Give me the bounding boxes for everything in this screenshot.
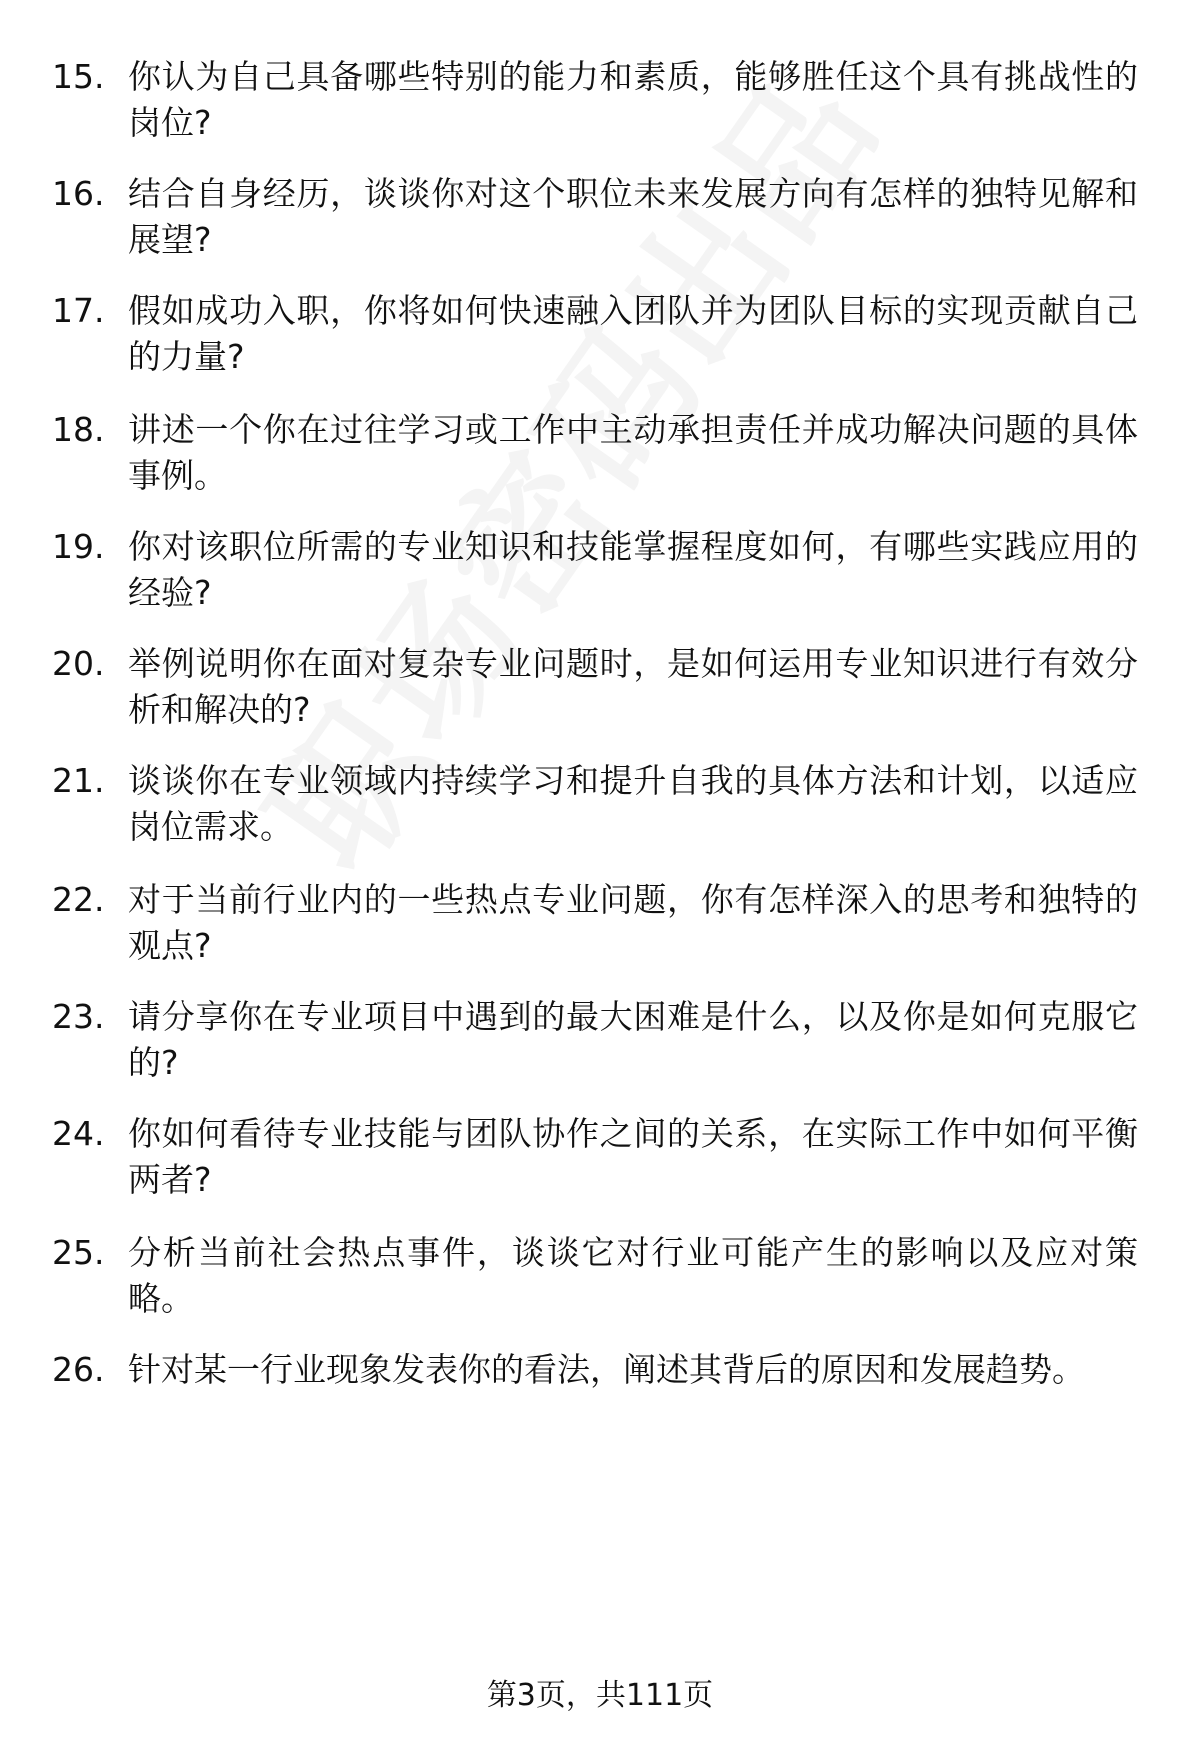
question-text: 你认为自己具备哪些特别的能力和素质，能够胜任这个具有挑战性的岗位? — [128, 57, 1138, 142]
question-text: 针对某一行业现象发表你的看法，阐述其背后的原因和发展趋势。 — [128, 1350, 1085, 1389]
question-text: 对于当前行业内的一些热点专业问题，你有怎样深入的思考和独特的观点? — [128, 880, 1138, 965]
question-number: 20. — [52, 644, 105, 683]
question-item — [0, 641, 1200, 751]
question-text: 你对该职位所需的专业知识和技能掌握程度如何，有哪些实践应用的经验? — [128, 527, 1138, 612]
question-item — [0, 1230, 1200, 1340]
question-text: 请分享你在专业项目中遇到的最大困难是什么，以及你是如何克服它的? — [128, 997, 1138, 1082]
question-item — [0, 407, 1200, 517]
question-item — [0, 524, 1200, 634]
question-text: 举例说明你在面对复杂专业问题时，是如何运用专业知识进行有效分析和解决的? — [128, 644, 1138, 729]
question-number: 18. — [52, 410, 105, 449]
question-item — [0, 1111, 1200, 1221]
question-item — [0, 758, 1200, 868]
question-number: 22. — [52, 880, 105, 919]
question-number: 23. — [52, 997, 105, 1036]
question-number: 21. — [52, 761, 105, 800]
question-text: 分析当前社会热点事件，谈谈它对行业可能产生的影响以及应对策略。 — [128, 1233, 1138, 1318]
question-item — [0, 54, 1200, 164]
question-number: 26. — [52, 1350, 105, 1389]
question-number: 25. — [52, 1233, 105, 1272]
question-number: 16. — [52, 174, 105, 213]
question-number: 24. — [52, 1114, 105, 1153]
question-item — [0, 288, 1200, 398]
question-item — [0, 1347, 1200, 1457]
question-number: 19. — [52, 527, 105, 566]
question-number: 17. — [52, 291, 105, 330]
page-footer: 第3页，共111页 — [486, 1678, 714, 1713]
question-item — [0, 994, 1200, 1104]
question-text: 谈谈你在专业领域内持续学习和提升自我的具体方法和计划，以适应岗位需求。 — [128, 761, 1138, 846]
question-text: 讲述一个你在过往学习或工作中主动承担责任并成功解决问题的具体事例。 — [128, 410, 1138, 495]
question-text: 结合自身经历，谈谈你对这个职位未来发展方向有怎样的独特见解和展望? — [128, 174, 1138, 259]
question-item — [0, 171, 1200, 281]
question-text: 假如成功入职，你将如何快速融入团队并为团队目标的实现贡献自己的力量? — [128, 291, 1138, 376]
question-item — [0, 877, 1200, 987]
question-number: 15. — [52, 57, 105, 96]
question-text: 你如何看待专业技能与团队协作之间的关系，在实际工作中如何平衡两者? — [128, 1114, 1138, 1199]
